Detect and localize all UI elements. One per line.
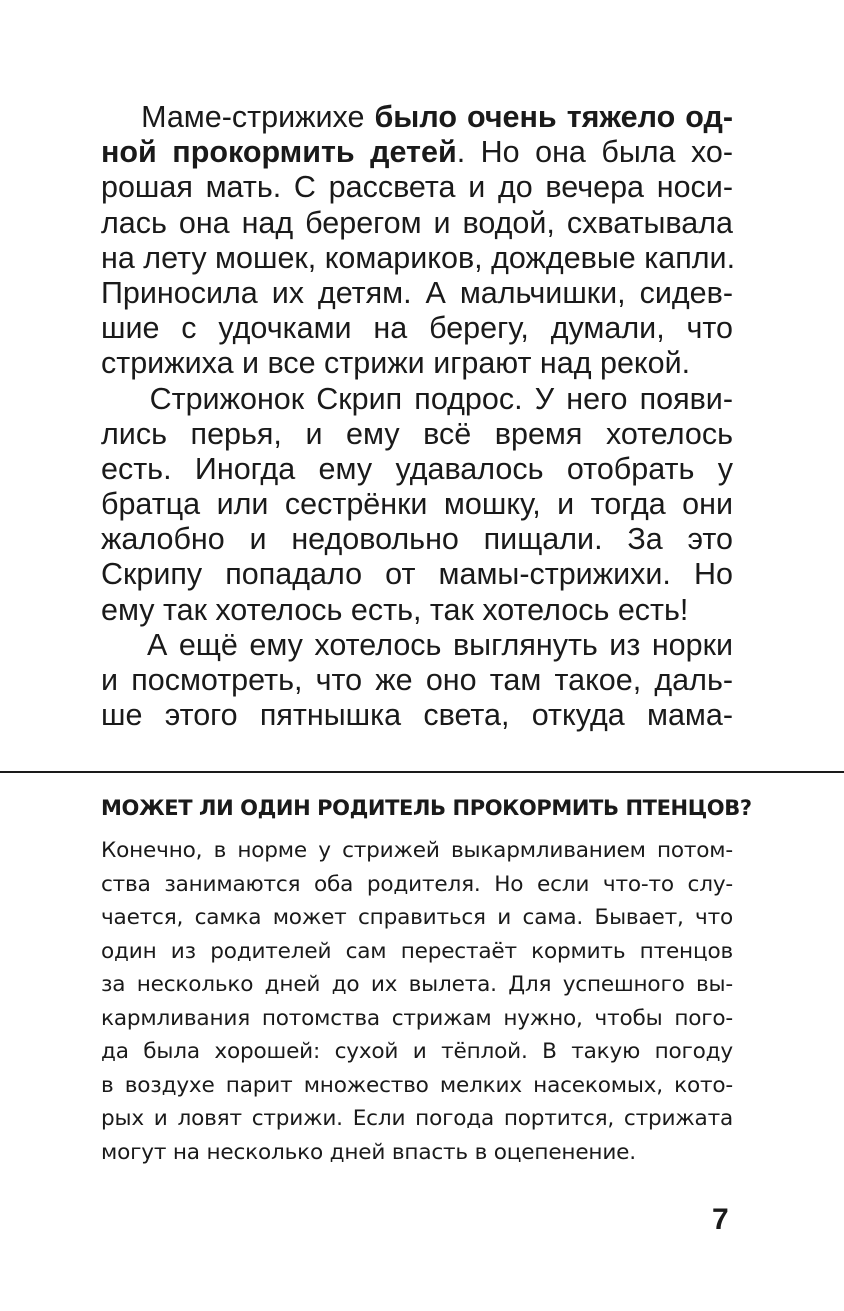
text-run: стрижиха и все стрижи играют над рекой.	[101, 346, 691, 381]
info-text-line: кармливания потомства стрижам нужно, чтобы пого-	[101, 1005, 733, 1031]
text-run: Приносила их детям. А мальчишки, сидев-	[101, 275, 733, 310]
info-text-line: рых и ловят стрижи. Если погода портится, стрижата	[101, 1106, 733, 1131]
info-box-text	[101, 834, 733, 1169]
text-run: Скрипу попадало от мамы-стрижихи. Но	[101, 557, 733, 592]
text-run: ше этого пятнышка света, откуда мама-	[101, 698, 733, 733]
info-text-line: да была хорошей: сухой и тёплой. В такую погоду	[101, 1039, 733, 1064]
text-run: лись перья, и ему всё время хотелось	[101, 416, 733, 451]
text-line	[101, 557, 733, 592]
bold-text: было очень тяжело од-	[374, 100, 733, 134]
text-run: и посмотреть, что же оно там такое, даль-	[101, 663, 733, 697]
text-line	[101, 100, 733, 135]
section-divider	[0, 771, 844, 773]
text-run: жалобно и недовольно пищали. За это	[101, 522, 733, 557]
text-run: на лету мошек, комариков, дождевые капли.	[101, 240, 736, 275]
text-run: лась она над берегом и водой, схватывала	[101, 205, 733, 240]
info-text-line: в воздухе парит множество мелких насекомых, кото-	[101, 1072, 733, 1098]
info-text-line: Конечно, в норме у стрижей выкармливанием потом-	[101, 838, 733, 863]
text-run: есть. Иногда ему удавалось отобрать у	[101, 451, 733, 486]
bold-text: ной прокормить детей	[101, 135, 457, 170]
info-text-line: за несколько дней до их вылета. Для успешного вы-	[101, 972, 733, 997]
text-run: братца или сестрёнки мошку, и тогда они	[101, 487, 733, 522]
text-line	[101, 698, 733, 733]
text-line	[101, 346, 733, 381]
info-box-title: МОЖЕТ ЛИ ОДИН РОДИТЕЛЬ ПРОКОРМИТЬ ПТЕНЦОВ?	[101, 796, 752, 820]
info-text-line: ства занимаются оба родителя. Но если что-то слу-	[101, 871, 733, 897]
text-line	[101, 206, 733, 241]
text-line	[101, 522, 733, 557]
info-text-line: один из родителей сам перестаёт кормить птенцов	[101, 938, 733, 964]
text-line	[101, 276, 733, 311]
text-line	[101, 628, 733, 663]
text-line	[101, 311, 733, 346]
text-run: Стрижонок Скрип подрос. У него появи-	[101, 381, 733, 416]
text-line	[101, 593, 733, 628]
main-story-text	[101, 100, 736, 733]
text-line	[101, 487, 733, 522]
text-line	[101, 382, 733, 417]
info-text-line: чается, самка может справиться и сама. Бывает, что	[101, 905, 733, 930]
text-line	[101, 452, 733, 487]
info-text-line: могут на несколько дней впасть в оцепенение.	[101, 1139, 636, 1165]
text-line	[101, 417, 733, 452]
text-run: рошая мать. С рассвета и до вечера носи-	[101, 170, 733, 205]
text-run: ему так хотелось есть, так хотелось есть!	[101, 592, 689, 627]
text-line	[101, 240, 736, 276]
text-line	[101, 135, 733, 170]
text-run: шие с удочками на берегу, думали, что	[101, 311, 733, 346]
page-number: 7	[712, 1203, 729, 1236]
text-run: . Но она была хо-	[456, 135, 733, 170]
text-line	[101, 170, 733, 205]
text-run: А ещё ему хотелось выглянуть из норки	[101, 627, 733, 662]
text-run: Маме-стрижихе	[101, 100, 375, 134]
text-line	[101, 663, 733, 698]
